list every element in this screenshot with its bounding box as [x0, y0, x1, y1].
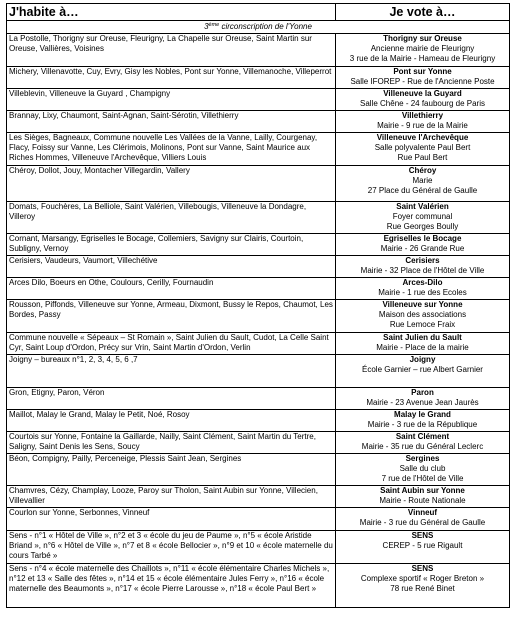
residence-communes — [7, 486, 336, 508]
polling-address-line: Mairie - 26 Grande Rue — [380, 244, 465, 254]
table-row — [7, 432, 510, 454]
polling-address-line: Mairie - Place de la mairie — [376, 343, 469, 353]
polling-address-line: École Garnier – rue Albert Garnier — [362, 365, 483, 375]
table-row — [7, 300, 510, 333]
header-residence: J'habite à… — [7, 4, 336, 21]
polling-location — [336, 564, 510, 608]
table-row — [7, 34, 510, 67]
constituency-title — [7, 21, 510, 34]
subheader-row — [7, 21, 510, 34]
polling-address-line: Mairie - 23 Avenue Jean Jaurès — [366, 398, 479, 408]
polling-address-line: Mairie - 3 rue de la République — [367, 420, 478, 430]
polling-address-line: Salle Chêne - 24 faubourg de Paris — [360, 99, 485, 109]
polling-address-line: Mairie - 3 rue du Général de Gaulle — [359, 518, 486, 528]
polling-address-line: 27 Place du Général de Gaulle — [367, 186, 478, 196]
polling-town: Chéroy — [408, 166, 437, 175]
polling-address-line: Mairie - 32 Place de l'Hôtel de Ville — [360, 266, 485, 276]
communes-text: Domats, Fouchères, La Belliole, Saint Valérien, Villebougis, Villeneuve la Dondagre, Villeroy — [9, 202, 307, 222]
polling-town: SENS — [411, 564, 434, 573]
polling-town: Villeneuve sur Yonne — [382, 300, 463, 309]
polling-address-line: 7 rue de l'Hôtel de Ville — [381, 474, 464, 484]
polling-location — [336, 531, 510, 564]
polling-address-line: Salle du club — [399, 464, 446, 474]
polling-address-line: 3 rue de la Mairie - Hameau de Fleurigny — [349, 54, 496, 64]
polling-location — [336, 133, 510, 166]
table-body — [7, 34, 510, 608]
communes-text: Arces Dilo, Boeurs en Othe, Coulours, Cerilly, Fournaudin — [9, 278, 214, 287]
polling-location — [336, 410, 510, 432]
communes-text: Rousson, Piffonds, Villeneuve sur Yonne, Armeau, Dixmont, Bussy le Repos, Chaumot, Les Bordes, Passy — [9, 300, 333, 320]
polling-town: Saint Aubin sur Yonne — [380, 486, 465, 495]
polling-address-line: Salle polyvalente Paul Bert — [374, 143, 471, 153]
table-row — [7, 278, 510, 300]
table-row — [7, 111, 510, 133]
table-row — [7, 508, 510, 531]
residence-communes — [7, 133, 336, 166]
constituency-ordinal: ème — [208, 22, 220, 28]
polling-town: Cerisiers — [405, 256, 440, 265]
residence-communes — [7, 67, 336, 89]
polling-location — [336, 278, 510, 300]
polling-address-line: Ancienne mairie de Fleurigny — [370, 44, 475, 54]
polling-location — [336, 166, 510, 202]
polling-town: Villeneuve l'Archevêque — [376, 133, 469, 142]
communes-text: Villeblevin, Villeneuve la Guyard , Champigny — [9, 89, 171, 98]
polling-town: Saint Valérien — [396, 202, 449, 211]
polling-town: Malay le Grand — [394, 410, 451, 419]
communes-text: Sens - n°4 « école maternelle des Chaillots », n°11 « école élémentaire Charles Michels », n°12 et 13 « Salle des fêtes », n°14 et 15 « école élémentaire Jules Ferry », n°16 « école maternelle des Beaumonts », n°17 « école Pierre Larousse », n°18 « école Paul Bert » — [9, 564, 330, 594]
table-row — [7, 388, 510, 410]
constituency-label: circonscription de l'Yonne — [219, 22, 312, 31]
polling-location — [336, 508, 510, 531]
residence-communes — [7, 454, 336, 486]
communes-text: Béon, Compigny, Pailly, Perceneige, Plessis Saint Jean, Sergines — [9, 454, 242, 463]
residence-communes — [7, 234, 336, 256]
polling-town: Saint Clément — [395, 432, 450, 441]
communes-text: Cerisiers, Vaudeurs, Vaumort, Villechétive — [9, 256, 158, 265]
polling-location — [336, 67, 510, 89]
polling-town: Thorigny sur Oreuse — [383, 34, 462, 43]
table-row — [7, 531, 510, 564]
polling-address-line: Complexe sportif « Roger Breton » — [360, 574, 485, 584]
polling-location — [336, 432, 510, 454]
constituency-number: 3 — [204, 22, 209, 31]
polling-location — [336, 333, 510, 355]
polling-town: Vinneuf — [407, 508, 438, 517]
table-row — [7, 234, 510, 256]
polling-town: Paron — [411, 388, 434, 397]
residence-communes — [7, 278, 336, 300]
table-row — [7, 410, 510, 432]
table-row — [7, 256, 510, 278]
communes-text: Brannay, Lixy, Chaumont, Saint-Agnan, Saint-Sérotin, Villethierry — [9, 111, 239, 120]
communes-text: Maillot, Malay le Grand, Malay le Petit, Noé, Rosoy — [9, 410, 190, 419]
residence-communes — [7, 410, 336, 432]
polling-town: Pont sur Yonne — [393, 67, 452, 76]
residence-communes — [7, 508, 336, 531]
polling-town: Sergines — [405, 454, 440, 463]
polling-address-line: Marie — [412, 176, 433, 186]
polling-address-line: Mairie - Route Nationale — [379, 496, 466, 506]
table-row — [7, 166, 510, 202]
table-row — [7, 89, 510, 111]
residence-communes — [7, 34, 336, 67]
polling-town: Egriselles le Bocage — [383, 234, 462, 243]
polling-table — [6, 3, 510, 608]
polling-address-line: CEREP - 5 rue Rigault — [382, 541, 463, 551]
table-row — [7, 67, 510, 89]
header-row — [7, 4, 510, 21]
table-row — [7, 202, 510, 234]
polling-address-line: Foyer communal — [392, 212, 453, 222]
communes-text: Courlon sur Yonne, Serbonnes, Vinneuf — [9, 508, 150, 517]
communes-text: Joigny – bureaux n°1, 2, 3, 4, 5, 6 ,7 — [9, 355, 138, 364]
residence-communes — [7, 300, 336, 333]
communes-text: Chamvres, Cézy, Champlay, Looze, Paroy sur Tholon, Saint Aubin sur Yonne, Villecien, Villevallier — [9, 486, 318, 506]
polling-address-line: 78 rue René Binet — [390, 584, 455, 594]
communes-text: Chéroy, Dollot, Jouy, Montacher Villegardin, Vallery — [9, 166, 190, 175]
polling-location — [336, 300, 510, 333]
table-row — [7, 355, 510, 388]
communes-text: Les Sièges, Bagneaux, Commune nouvelle Les Vallées de la Vanne, Lailly, Courgenay, Flacy, Foissy sur Vanne, Les Clérimois, Molinons, Pont sur Vanne, Saint Maurice aux Riches Hommes, Villeneuve l'Archevêque, Villiers Louis — [9, 133, 318, 163]
communes-text: Gron, Etigny, Paron, Véron — [9, 388, 105, 397]
polling-location — [336, 454, 510, 486]
polling-address-line: Rue Paul Bert — [397, 153, 448, 163]
residence-communes — [7, 166, 336, 202]
polling-town: Arces-Dilo — [402, 278, 443, 287]
residence-communes — [7, 388, 336, 410]
polling-location — [336, 202, 510, 234]
residence-communes — [7, 256, 336, 278]
polling-location — [336, 111, 510, 133]
residence-communes — [7, 333, 336, 355]
residence-communes — [7, 355, 336, 388]
residence-communes — [7, 432, 336, 454]
polling-location — [336, 486, 510, 508]
header-vote: Je vote à… — [336, 4, 510, 21]
polling-table-page — [6, 3, 509, 608]
polling-location — [336, 256, 510, 278]
residence-communes — [7, 111, 336, 133]
residence-communes — [7, 89, 336, 111]
polling-location — [336, 355, 510, 388]
table-row — [7, 333, 510, 355]
polling-address-line: Mairie - 35 rue du Général Leclerc — [361, 442, 484, 452]
polling-address-line: Rue Georges Boully — [386, 222, 459, 232]
communes-text: Michery, Villenavotte, Cuy, Evry, Gisy les Nobles, Pont sur Yonne, Villemanoche, Villeperrot — [9, 67, 332, 76]
communes-text: Sens - n°1 « Hôtel de Ville », n°2 et 3 « école du jeu de Paume », n°5 « école Aristide Briand », n°6 « Hôtel de Ville », n°7 et 8 « école Bellocier », n°9 et 10 « école maternelle du cours Tarbé » — [9, 531, 333, 561]
polling-town: Villeneuve la Guyard — [383, 89, 462, 98]
polling-address-line: Mairie - 9 rue de la Mairie — [377, 121, 468, 131]
residence-communes — [7, 564, 336, 608]
communes-text: Cornant, Marsangy, Egriselles le Bocage, Collemiers, Savigny sur Clairis, Courtoin, Subligny, Vernoy — [9, 234, 304, 254]
residence-communes — [7, 531, 336, 564]
polling-town: SENS — [411, 531, 434, 540]
polling-location — [336, 34, 510, 67]
polling-address-line: Mairie - 1 rue des Ecoles — [378, 288, 467, 298]
communes-text: Courtois sur Yonne, Fontaine la Gaillarde, Nailly, Saint Clément, Saint Martin du Tertre, Saligny, Saint Denis les Sens, Soucy — [9, 432, 316, 452]
communes-text: La Postolle, Thorigny sur Oreuse, Fleurigny, La Chapelle sur Oreuse, Saint Martin sur Oreuse, Vallières, Voisines — [9, 34, 312, 54]
polling-address-line: Salle IFOREP - Rue de l'Ancienne Poste — [350, 77, 495, 87]
polling-address-line: Maison des associations — [378, 310, 467, 320]
table-row — [7, 454, 510, 486]
polling-location — [336, 89, 510, 111]
table-row — [7, 564, 510, 608]
polling-location — [336, 388, 510, 410]
polling-location — [336, 234, 510, 256]
polling-town: Joigny — [409, 355, 436, 364]
communes-text: Commune nouvelle « Sépeaux – St Romain », Saint Julien du Sault, Cudot, La Celle Saint Cyr, Saint Loup d'Ordon, Précy sur Vrin, Saint Martin d'Ordon, Verlin — [9, 333, 329, 353]
table-row — [7, 486, 510, 508]
residence-communes — [7, 202, 336, 234]
polling-town: Villethierry — [401, 111, 444, 120]
polling-town: Saint Julien du Sault — [383, 333, 462, 342]
table-row — [7, 133, 510, 166]
polling-address-line: Rue Lemoce Fraix — [389, 320, 456, 330]
